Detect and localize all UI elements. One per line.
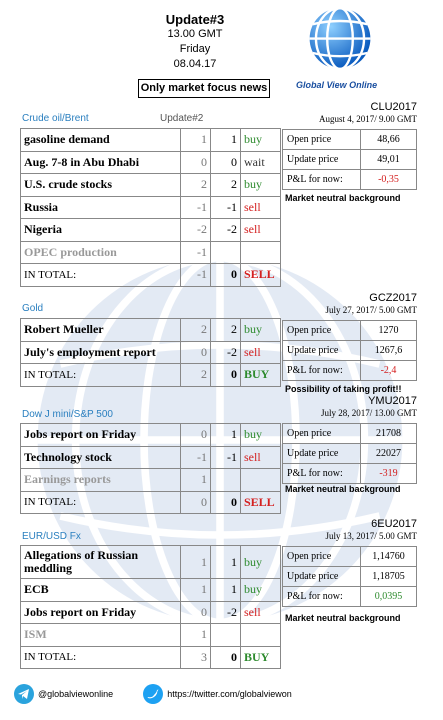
row-weight: -2 <box>211 219 241 242</box>
row-weight <box>211 624 241 647</box>
row-action: buy <box>241 319 281 342</box>
total-score: 2 <box>181 364 211 387</box>
row-score: 1 <box>181 469 211 492</box>
row-action: sell <box>241 341 281 364</box>
row-label: ECB <box>21 579 181 602</box>
price-label: Update price <box>283 341 361 361</box>
row-weight <box>211 469 241 492</box>
price-row <box>283 567 417 587</box>
total-row <box>21 264 281 287</box>
total-label: IN TOTAL: <box>21 491 181 514</box>
note-crude: Market neutral background <box>285 193 401 203</box>
footer <box>14 684 292 704</box>
total-action: SELL <box>241 264 281 287</box>
row-score: 0 <box>181 424 211 447</box>
table-row <box>21 579 281 602</box>
row-action: sell <box>241 196 281 219</box>
note-dow: Market neutral background <box>285 484 401 494</box>
price-value: 1267,6 <box>361 341 417 361</box>
ticker-date-gold: July 27, 2017/ 5.00 GMT <box>325 305 417 315</box>
price-label: P&L for now: <box>283 361 361 381</box>
ticker-date-eurusd: July 13, 2017/ 5.00 GMT <box>325 531 417 541</box>
row-action: buy <box>241 424 281 447</box>
ticker-gold: GCZ2017 <box>369 292 417 304</box>
total-weight: 0 <box>211 264 241 287</box>
table-row <box>21 129 281 152</box>
table-row <box>21 546 281 579</box>
table-row <box>21 601 281 624</box>
table-row <box>21 151 281 174</box>
price-row <box>283 547 417 567</box>
total-action: SELL <box>241 491 281 514</box>
table-row <box>21 241 281 264</box>
row-weight: -1 <box>211 446 241 469</box>
row-label: U.S. crude stocks <box>21 174 181 197</box>
price-row <box>283 587 417 607</box>
total-row <box>21 646 281 669</box>
crude-price-table <box>282 129 417 190</box>
eurusd-news-table <box>20 545 281 669</box>
row-label: OPEC production <box>21 241 181 264</box>
ticker-date-dow: July 28, 2017/ 13.00 GMT <box>320 408 417 418</box>
row-weight: 2 <box>211 319 241 342</box>
price-label: Open price <box>283 424 361 444</box>
total-weight: 0 <box>211 491 241 514</box>
price-row <box>283 170 417 190</box>
gold-news-table <box>20 318 281 387</box>
row-action <box>241 469 281 492</box>
telegram-handle[interactable]: @globalviewonline <box>38 689 114 699</box>
row-action: buy <box>241 579 281 602</box>
telegram-icon[interactable] <box>14 684 34 704</box>
ticker-eurusd: 6EU2017 <box>371 518 417 530</box>
row-score: 0 <box>181 151 211 174</box>
row-score: 2 <box>181 174 211 197</box>
price-row <box>283 424 417 444</box>
row-score: 1 <box>181 129 211 152</box>
row-weight: 2 <box>211 174 241 197</box>
total-row <box>21 491 281 514</box>
price-row <box>283 150 417 170</box>
dow-price-table <box>282 423 417 484</box>
row-label: Jobs report on Friday <box>21 424 181 447</box>
row-score: 1 <box>181 579 211 602</box>
section-title-dow: Dow J mini/S&P 500 <box>22 409 113 420</box>
total-action: BUY <box>241 364 281 387</box>
row-weight: 1 <box>211 579 241 602</box>
price-value: 48,66 <box>361 130 417 150</box>
ticker-date-crude: August 4, 2017/ 9.00 GMT <box>318 114 417 124</box>
row-action: sell <box>241 446 281 469</box>
row-action: buy <box>241 129 281 152</box>
header <box>120 12 270 72</box>
total-row <box>21 364 281 387</box>
gold-price-table <box>282 320 417 381</box>
table-row <box>21 174 281 197</box>
total-score: 3 <box>181 646 211 669</box>
update-time: 13.00 GMT <box>167 28 223 40</box>
row-score: 0 <box>181 341 211 364</box>
row-action: sell <box>241 601 281 624</box>
row-score: -1 <box>181 446 211 469</box>
price-value: 21708 <box>361 424 417 444</box>
price-value: 1,14760 <box>361 547 417 567</box>
price-row <box>283 444 417 464</box>
total-label: IN TOTAL: <box>21 264 181 287</box>
row-weight <box>211 241 241 264</box>
row-weight: 0 <box>211 151 241 174</box>
row-weight: -2 <box>211 341 241 364</box>
row-label: July's employment report <box>21 341 181 364</box>
row-weight: -1 <box>211 196 241 219</box>
row-label: Earnings reports <box>21 469 181 492</box>
total-weight: 0 <box>211 646 241 669</box>
row-label: Robert Mueller <box>21 319 181 342</box>
focus-banner: Only market focus news <box>138 79 270 98</box>
row-label: Aug. 7-8 in Abu Dhabi <box>21 151 181 174</box>
eurusd-price-table <box>282 546 417 607</box>
row-action: wait <box>241 151 281 174</box>
table-row <box>21 446 281 469</box>
price-label: Update price <box>283 567 361 587</box>
total-weight: 0 <box>211 364 241 387</box>
price-label: P&L for now: <box>283 464 361 484</box>
row-weight: 1 <box>211 424 241 447</box>
table-row <box>21 341 281 364</box>
total-label: IN TOTAL: <box>21 364 181 387</box>
pnl-value: -319 <box>361 464 417 484</box>
price-label: Update price <box>283 444 361 464</box>
ticker-dow: YMU2017 <box>368 395 417 407</box>
row-action: buy <box>241 546 281 579</box>
table-row <box>21 469 281 492</box>
table-row <box>21 219 281 242</box>
price-label: Open price <box>283 547 361 567</box>
pnl-value: 0,0395 <box>361 587 417 607</box>
row-weight: 1 <box>211 546 241 579</box>
row-label: gasoline demand <box>21 129 181 152</box>
twitter-icon[interactable] <box>143 684 163 704</box>
row-label: Nigeria <box>21 219 181 242</box>
pnl-value: -2,4 <box>361 361 417 381</box>
brand-name: Global View Online <box>296 80 378 90</box>
row-score: 1 <box>181 546 211 579</box>
price-row <box>283 341 417 361</box>
price-value: 1270 <box>361 321 417 341</box>
total-score: 0 <box>181 491 211 514</box>
price-row <box>283 361 417 381</box>
globe-logo-icon <box>300 5 380 77</box>
price-row <box>283 130 417 150</box>
price-value: 22027 <box>361 444 417 464</box>
table-row <box>21 424 281 447</box>
total-action: BUY <box>241 646 281 669</box>
row-score: -1 <box>181 196 211 219</box>
row-action: buy <box>241 174 281 197</box>
row-score: -1 <box>181 241 211 264</box>
dow-news-table <box>20 423 281 514</box>
price-label: P&L for now: <box>283 170 361 190</box>
row-score: 2 <box>181 319 211 342</box>
row-weight: -2 <box>211 601 241 624</box>
total-score: -1 <box>181 264 211 287</box>
row-score: -2 <box>181 219 211 242</box>
row-label: Technology stock <box>21 446 181 469</box>
row-action: sell <box>241 219 281 242</box>
table-row <box>21 196 281 219</box>
section-title-crude: Crude oil/Brent <box>22 113 89 124</box>
row-label: ISM <box>21 624 181 647</box>
price-row <box>283 321 417 341</box>
update-date: 08.04.17 <box>173 58 217 70</box>
pnl-value: -0,35 <box>361 170 417 190</box>
section-title-gold: Gold <box>22 303 44 314</box>
row-weight: 1 <box>211 129 241 152</box>
row-label: Russia <box>21 196 181 219</box>
row-label: Allegations of Russian meddling <box>21 546 181 579</box>
price-label: P&L for now: <box>283 587 361 607</box>
price-value: 49,01 <box>361 150 417 170</box>
update-title: Update#3 <box>165 12 225 27</box>
row-score: 1 <box>181 624 211 647</box>
price-label: Update price <box>283 150 361 170</box>
crude-news-table <box>20 128 281 287</box>
section-title-eurusd: EUR/USD Fx <box>22 531 81 542</box>
row-label: Jobs report on Friday <box>21 601 181 624</box>
row-action <box>241 241 281 264</box>
row-score: 0 <box>181 601 211 624</box>
update-day: Friday <box>179 43 211 55</box>
price-value: 1,18705 <box>361 567 417 587</box>
ticker-crude: CLU2017 <box>370 101 417 113</box>
section-subtitle-crude: Update#2 <box>160 113 204 124</box>
price-row <box>283 464 417 484</box>
total-label: IN TOTAL: <box>21 646 181 669</box>
note-gold: Possibility of taking profit!! <box>285 384 402 394</box>
note-eurusd: Market neutral background <box>285 613 401 623</box>
twitter-link[interactable]: https://twitter.com/globalviewon <box>167 689 292 699</box>
table-row <box>21 624 281 647</box>
row-action <box>241 624 281 647</box>
table-row <box>21 319 281 342</box>
price-label: Open price <box>283 321 361 341</box>
price-label: Open price <box>283 130 361 150</box>
